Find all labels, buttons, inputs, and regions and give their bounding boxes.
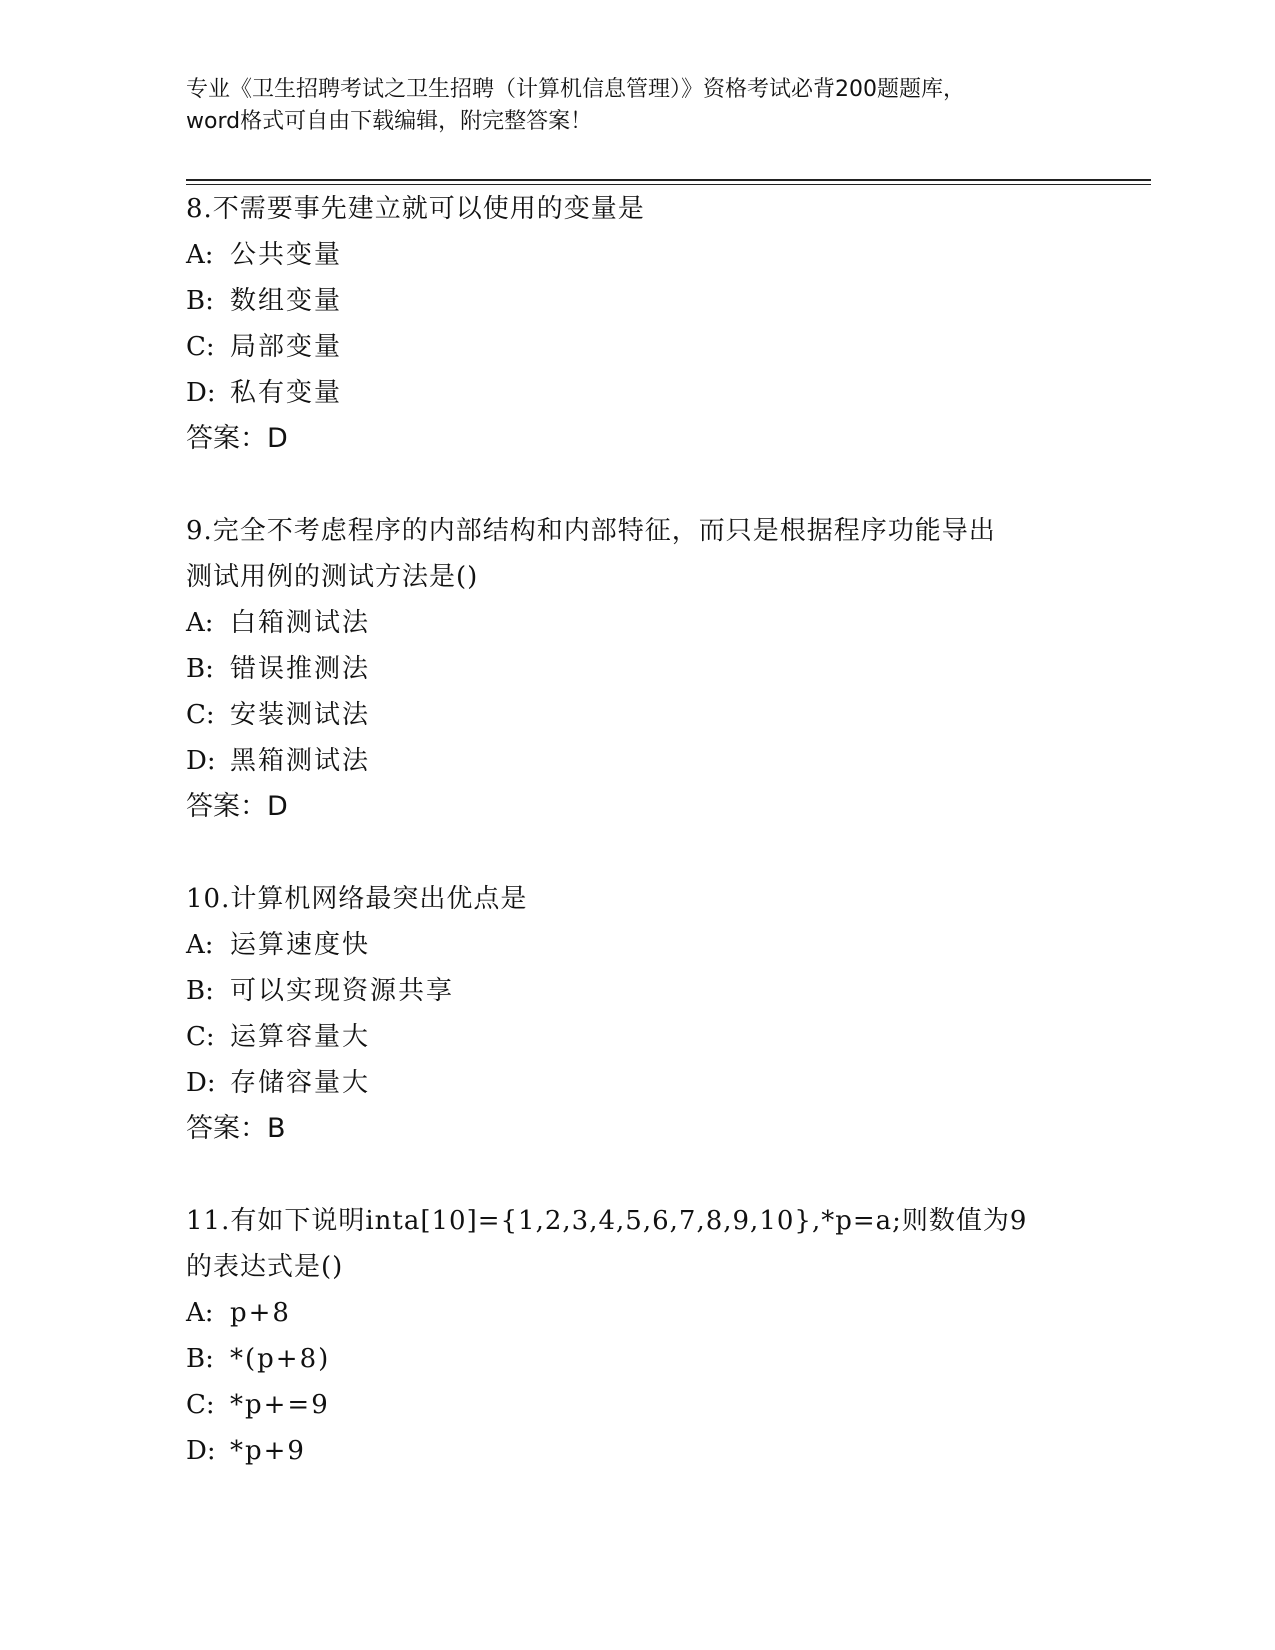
question-9 [186, 508, 1086, 830]
question-stem-line: 8.不需要事先建立就可以使用的变量是 [186, 194, 645, 224]
option-d [186, 1060, 1086, 1106]
option-letter: A: [186, 930, 214, 960]
option-letter: A: [186, 240, 214, 270]
option-text: 安装测试法 [230, 700, 371, 730]
header-title-line-1: 专业《卫生招聘考试之卫生招聘（计算机信息管理）》资格考试必背200题题库， [186, 77, 965, 102]
option-letter: D: [186, 378, 216, 408]
option-letter: B: [186, 1344, 214, 1374]
option-d [186, 738, 1086, 784]
option-text: 错误推测法 [230, 654, 371, 684]
option-letter: A: [186, 1298, 214, 1328]
question-stem-line: 9.完全不考虑程序的内部结构和内部特征，而只是根据程序功能导出 [186, 516, 996, 546]
question-stem-line: 的表达式是() [186, 1252, 344, 1282]
option-letter: C: [186, 700, 215, 730]
option-c [186, 1014, 1086, 1060]
option-a [186, 232, 1086, 278]
option-text: 局部变量 [230, 332, 343, 362]
option-letter: D: [186, 1068, 216, 1098]
option-text: 数组变量 [230, 286, 343, 316]
option-text: *p+9 [230, 1436, 306, 1466]
option-letter: B: [186, 286, 214, 316]
header-title-line-2: word格式可自由下载编辑，附完整答案！ [186, 109, 593, 134]
question-stem-line: 11.有如下说明inta[10]={1,2,3,4,5,6,7,8,9,10},*p=a;则数值为9 [186, 1206, 1028, 1236]
option-a [186, 600, 1086, 646]
option-text: 私有变量 [230, 378, 343, 408]
question-list [186, 186, 1086, 1520]
question-stem-line: 测试用例的测试方法是() [186, 562, 479, 592]
question-stem [186, 876, 1086, 922]
header-divider-thin [186, 184, 1151, 185]
option-text: 存储容量大 [230, 1068, 371, 1098]
option-text: *(p+8) [230, 1344, 331, 1374]
option-d [186, 1428, 1086, 1474]
option-text: p+8 [230, 1298, 291, 1328]
option-b [186, 278, 1086, 324]
question-11 [186, 1198, 1086, 1474]
option-letter: A: [186, 608, 214, 638]
option-b [186, 646, 1086, 692]
option-text: 白箱测试法 [230, 608, 371, 638]
question-stem-line: 10.计算机网络最突出优点是 [186, 884, 528, 914]
option-d [186, 370, 1086, 416]
option-a [186, 922, 1086, 968]
option-letter: C: [186, 332, 215, 362]
option-c [186, 1382, 1086, 1428]
option-letter: B: [186, 654, 214, 684]
option-c [186, 324, 1086, 370]
answer-line: 答案：D [186, 423, 288, 454]
option-text: 运算速度快 [230, 930, 371, 960]
question-stem [186, 1198, 1086, 1290]
answer-line: 答案：D [186, 791, 288, 822]
option-letter: B: [186, 976, 214, 1006]
document-header [186, 74, 1086, 138]
question-stem [186, 186, 1086, 232]
option-text: 黑箱测试法 [230, 746, 371, 776]
option-letter: D: [186, 1436, 216, 1466]
question-stem [186, 508, 1086, 600]
option-letter: C: [186, 1022, 215, 1052]
option-text: 运算容量大 [230, 1022, 371, 1052]
option-a [186, 1290, 1086, 1336]
answer-line: 答案：B [186, 1113, 286, 1144]
question-8 [186, 186, 1086, 462]
header-divider-thick [186, 179, 1151, 181]
option-letter: C: [186, 1390, 215, 1420]
option-letter: D: [186, 746, 216, 776]
option-b [186, 968, 1086, 1014]
option-text: *p+=9 [230, 1390, 330, 1420]
option-c [186, 692, 1086, 738]
option-text: 可以实现资源共享 [230, 976, 455, 1006]
option-text: 公共变量 [230, 240, 343, 270]
question-10 [186, 876, 1086, 1152]
option-b [186, 1336, 1086, 1382]
